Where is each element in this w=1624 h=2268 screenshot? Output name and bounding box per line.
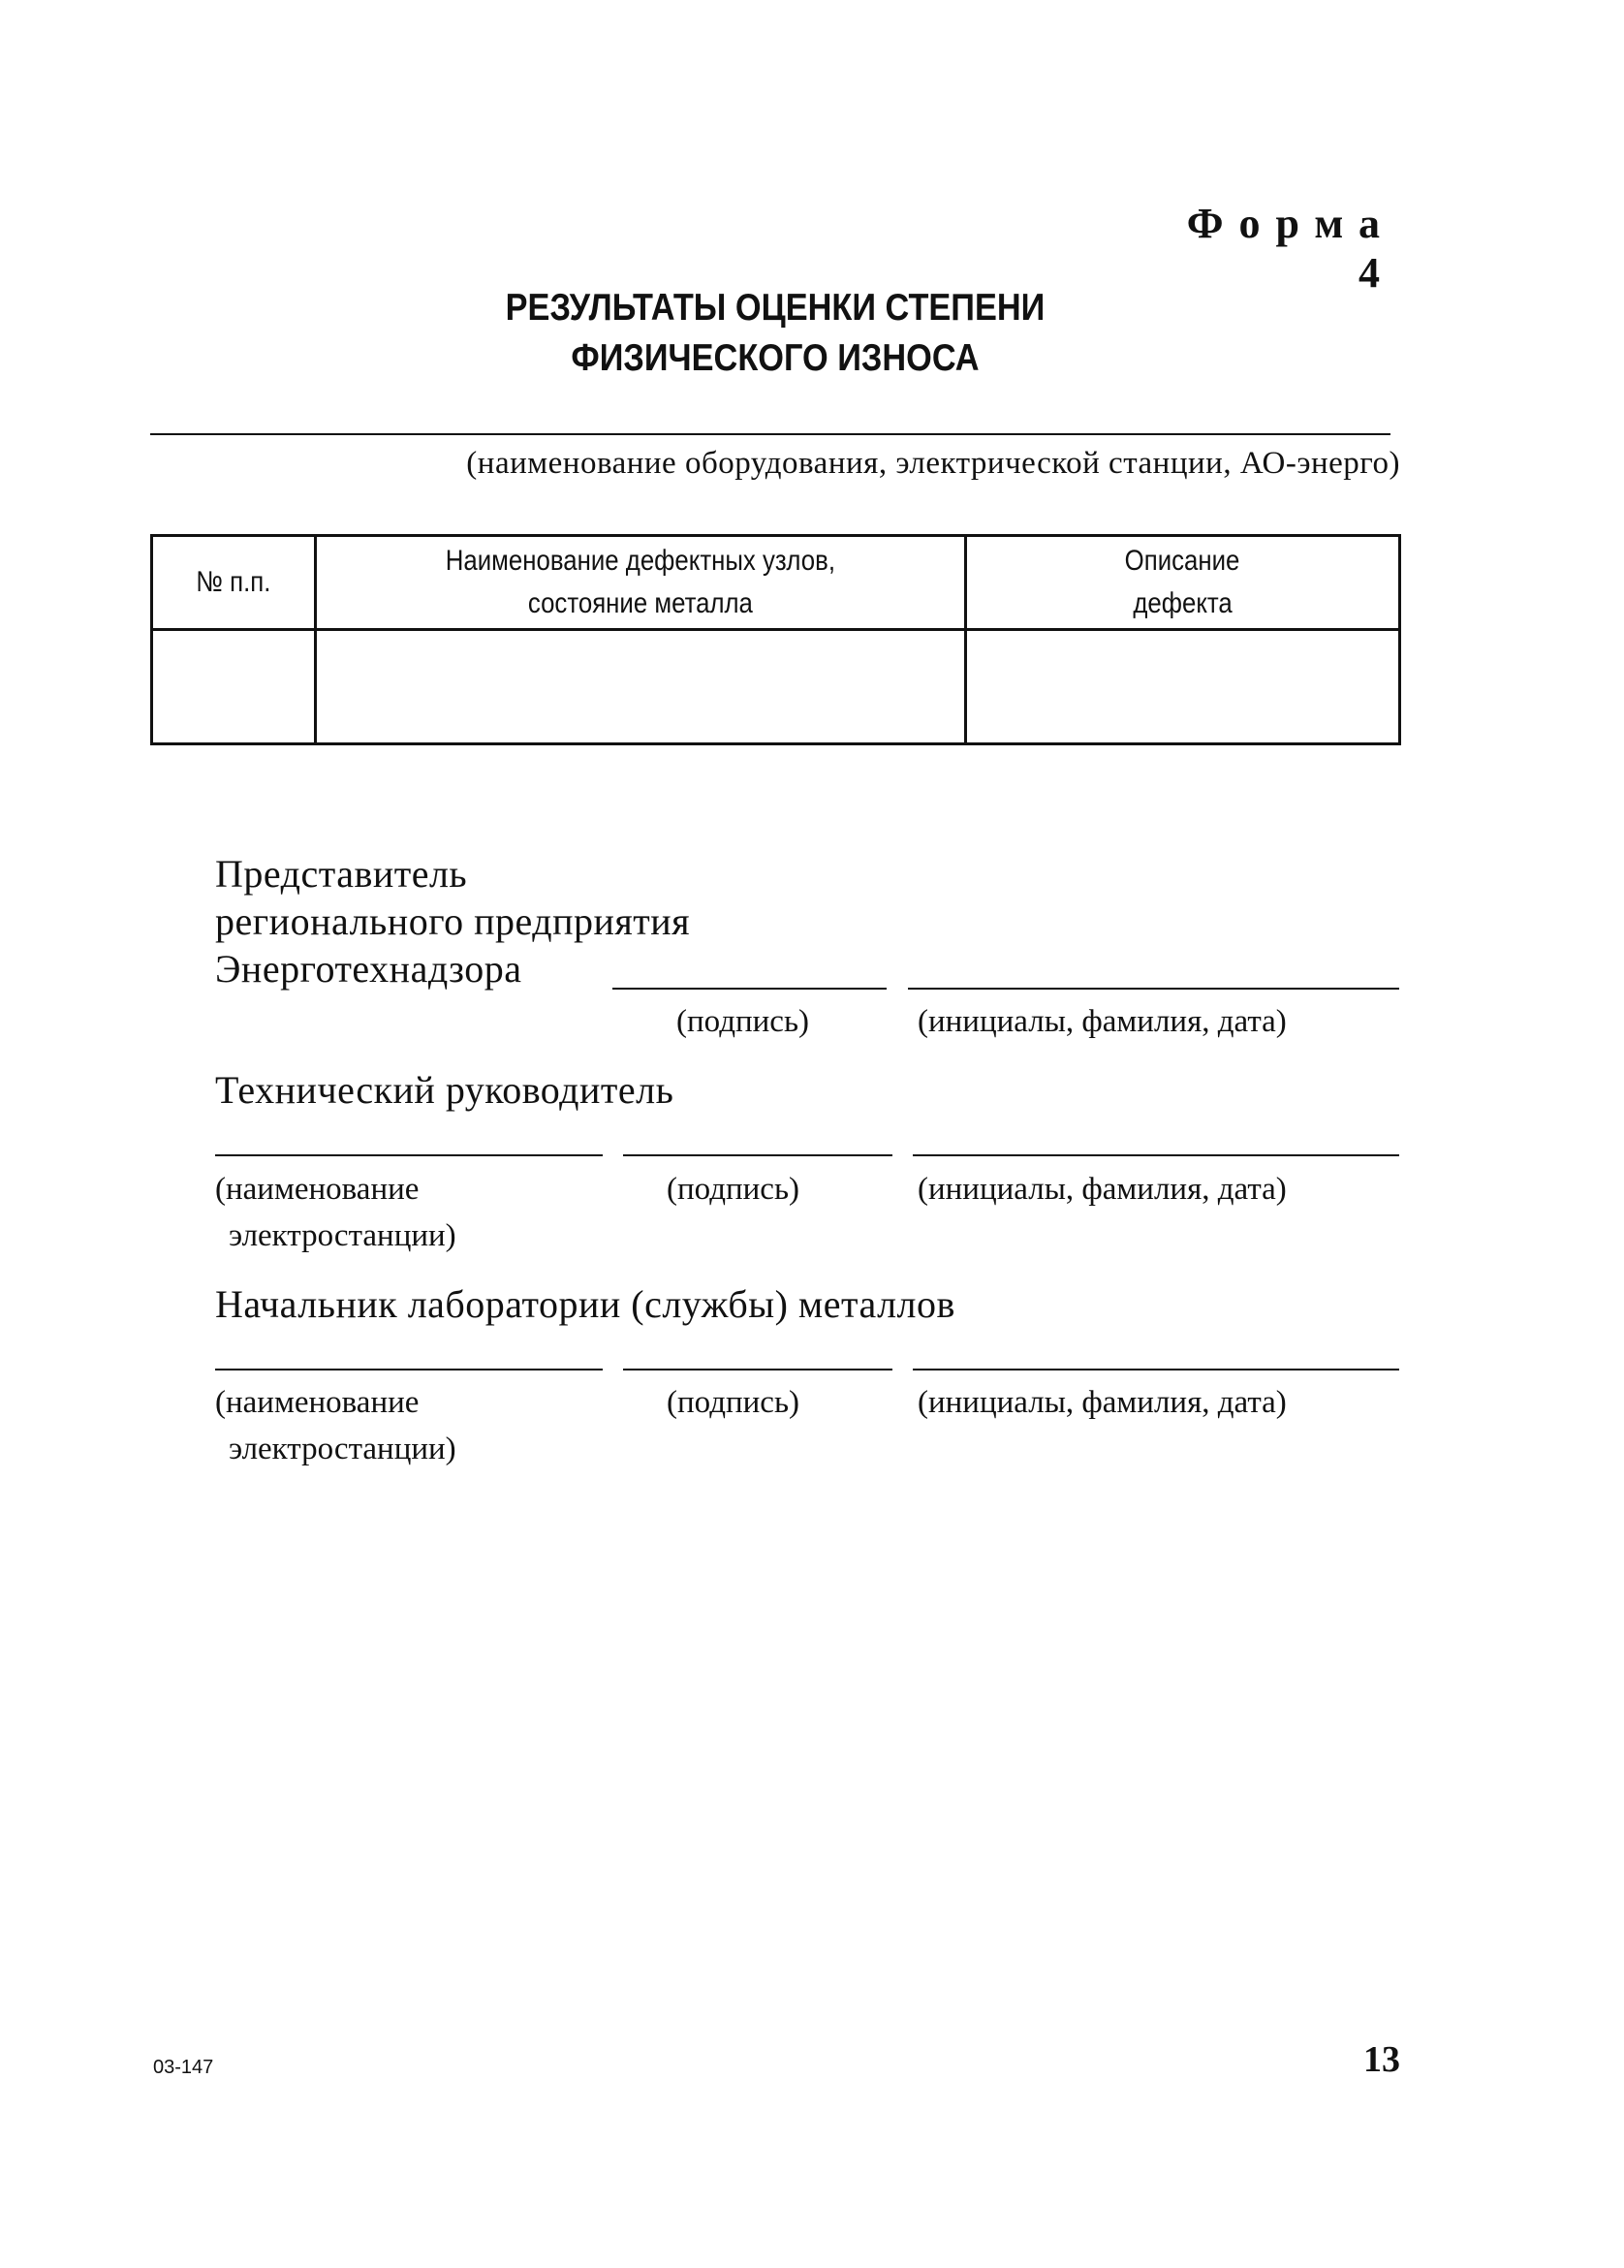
form-label: Форма 4 bbox=[1186, 200, 1395, 297]
lab-signature-caption: (подпись) bbox=[667, 1385, 799, 1420]
regional-rep-line3: Энерготехнадзора bbox=[215, 947, 522, 991]
technical-station-caption-line1: (наименование bbox=[215, 1172, 420, 1207]
regional-signature-caption: (подпись) bbox=[676, 1004, 809, 1039]
col-header-defective-units-line1: Наименование дефектных узлов, bbox=[445, 545, 836, 577]
document-title bbox=[349, 283, 1202, 384]
technical-signature-line[interactable] bbox=[623, 1154, 892, 1156]
table-cell-defective-units[interactable] bbox=[316, 630, 966, 744]
lab-station-caption-line1: (наименование bbox=[215, 1385, 420, 1420]
col-header-defective-units bbox=[316, 536, 966, 630]
regional-name-caption: (инициалы, фамилия, дата) bbox=[918, 1004, 1287, 1039]
regional-signature-line[interactable] bbox=[612, 988, 887, 990]
equipment-caption: (наименование оборудования, электрической станции, АО-энерго) bbox=[466, 446, 1400, 481]
table-header-row bbox=[152, 536, 1400, 630]
col-header-defect-description bbox=[966, 536, 1400, 630]
technical-director-heading: Технический руководитель bbox=[215, 1068, 674, 1112]
regional-name-line[interactable] bbox=[908, 988, 1399, 990]
lab-station-caption bbox=[215, 1379, 456, 1472]
lab-station-line[interactable] bbox=[215, 1369, 603, 1370]
lab-station-caption-line2: электростанции) bbox=[229, 1432, 456, 1466]
col-header-number-text: № п.п. bbox=[196, 566, 271, 598]
col-header-defect-description-line1: Описание bbox=[1125, 545, 1240, 577]
technical-name-caption: (инициалы, фамилия, дата) bbox=[918, 1172, 1287, 1207]
page-number: 13 bbox=[1363, 2039, 1400, 2080]
regional-rep-line1: Представитель bbox=[215, 852, 468, 896]
lab-head-heading: Начальник лаборатории (службы) металлов bbox=[215, 1282, 955, 1326]
col-header-number bbox=[152, 536, 316, 630]
table-cell-defect-description[interactable] bbox=[966, 630, 1400, 744]
col-header-defect-description-line2: дефекта bbox=[1133, 587, 1233, 619]
regional-rep-line2: регионального предприятия bbox=[215, 899, 691, 943]
col-header-defective-units-line2: состояние металла bbox=[527, 587, 754, 619]
title-line-1: РЕЗУЛЬТАТЫ ОЦЕНКИ СТЕПЕНИ bbox=[505, 287, 1046, 329]
technical-name-line[interactable] bbox=[913, 1154, 1399, 1156]
title-line-2: ФИЗИЧЕСКОГО ИЗНОСА bbox=[571, 337, 980, 379]
lab-name-caption: (инициалы, фамилия, дата) bbox=[918, 1385, 1287, 1420]
technical-station-caption bbox=[215, 1166, 456, 1259]
technical-station-caption-line2: электростанции) bbox=[229, 1218, 456, 1253]
technical-signature-caption: (подпись) bbox=[667, 1172, 799, 1207]
table-cell-number[interactable] bbox=[152, 630, 316, 744]
regional-rep-heading bbox=[215, 850, 690, 992]
defects-table bbox=[150, 534, 1401, 745]
technical-station-line[interactable] bbox=[215, 1154, 603, 1156]
equipment-name-field[interactable] bbox=[150, 433, 1390, 435]
lab-signature-line[interactable] bbox=[623, 1369, 892, 1370]
table-row bbox=[152, 630, 1400, 744]
lab-name-line[interactable] bbox=[913, 1369, 1399, 1370]
document-code: 03-147 bbox=[153, 2057, 214, 2078]
